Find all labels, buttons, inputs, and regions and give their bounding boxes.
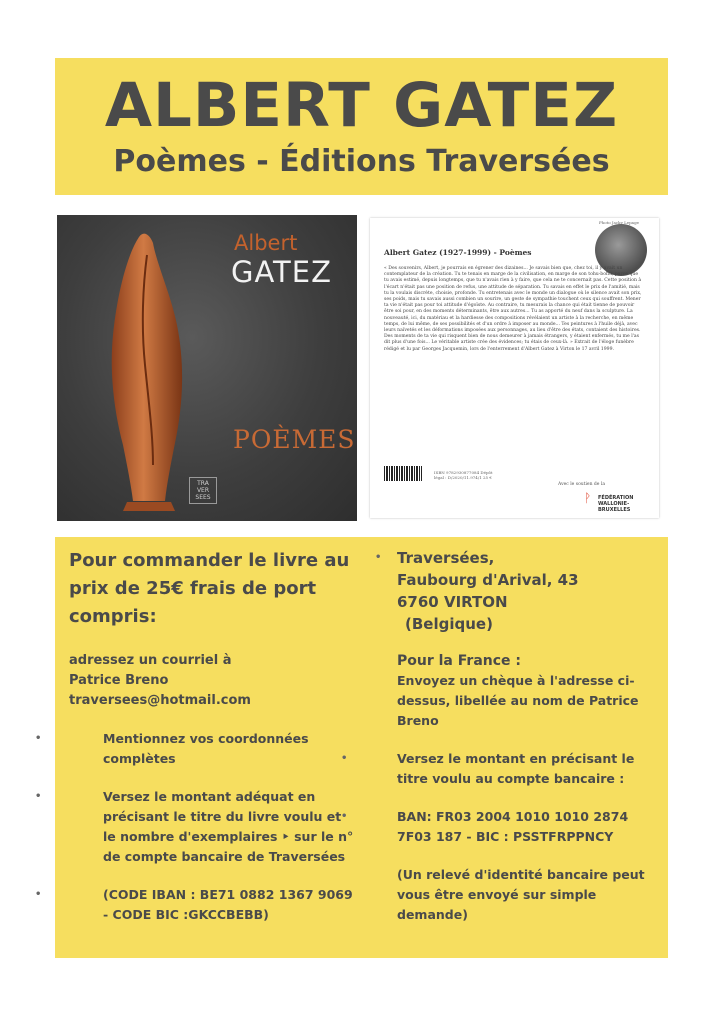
back-cover-image [370, 218, 659, 518]
isbn-info: ISBN 9782930877084 Dépôt légal : D/2020/11.974/1 25 € [434, 470, 493, 480]
cover-author-first: Albert [234, 231, 298, 255]
support-text: Avec le soutien de la [558, 482, 606, 487]
list-item: • Mentionnez vos coordonnées complètes [35, 731, 309, 766]
cover-book-title: POÈMES [233, 425, 356, 454]
back-cover-text: « Des souvenirs, Albert, je pourrais en égrener des dizaines... Je savais bien que, chez toi, il y avait un contemplateur de la création. Tu te tenais en marge de la civilisation, en marge de son tohu-bohu, parce que tu avais estimé, depuis longtemps, que tu n'avais rien à y faire, que cela ne te concernait pas. Cette position à l'écart n'était pas une position de refus, une attitude de séparation. Tu savais en effet le prix de l'amitié, mais tu la voulais discrète, choisie, profonde. Tu entretenais avec le monde un dialogue où le silence avait son prix, ses poids, mais tu savais aussi combien un sourire, un geste de sympathie touchent ceux qui souffrent. Mener ta vie n'était pas pour toi attitude d'égoïste. Au contraire, tu mesurais la chance qui était tienne de pouvoir être soi pour, en des moments déterminants, être aux autres... Tu as apporté du neuf dans la sculpture. La nouveauté, ici, du matériau et la hardiesse des compositions révélaient un artiste à la recherche, en même temps, de lui même, de ses possibilités et d'un ordre à imposer au monde... Tes peintures à l'huile déjà, avec leurs naïvetés et les déformations imposées aux personnages, au lieu d'être des états, contaient des histoires. Des moments de ta vie qui risquent bien de nous demeurer à jamais étrangers, y étaient enfermés, tu me l'as dit plus d'une fois... Le véritable artiste crée des évidences; tu étais de ceux-là. » Extrait de l'éloge funèbre rédigé et lu par Georges Jacquemin, lors de l'enterrement d'Albert Gatez à Virton le 17 avril 1999. [384, 266, 642, 352]
france-text: Envoyez un chèque à l'adresse ci-dessus, libellée au nom de Patrice Breno [397, 673, 639, 728]
list-item: • Versez le montant adéquat en précisant le titre du livre voulu et le nombre d'exemplaires ‣ sur le n° de compte bancaire de Traversées [35, 789, 354, 864]
page-subtitle: Poèmes - Éditions Traversées [113, 144, 610, 179]
federation-name: FÉDÉRATION WALLONIE-BRUXELLES [598, 495, 634, 513]
list-item: • (CODE IBAN : BE71 0882 1367 9069 - CODE BIC :GKCCBEBB) [35, 887, 353, 922]
list-item: • BAN: FR03 2004 1010 1010 2874 7F03 187 - BIC : PSSTFRPPNCY [341, 809, 629, 844]
front-cover-image [57, 215, 357, 521]
back-cover-title: Albert Gatez (1927-1999) - Poèmes [384, 248, 532, 257]
email-line-2: Patrice Breno traversees@hotmail.com [69, 673, 251, 708]
email-line-1: adressez un courriel à [69, 653, 232, 668]
bullet-icon: • [375, 552, 382, 563]
address-line-1: Traversées, [397, 549, 495, 567]
address-column [341, 547, 660, 925]
order-title: Pour commander le livre au prix de 25€ frais de port compris: [69, 550, 350, 627]
federation-logo-icon: ᚹ [584, 491, 592, 505]
address-line-3: 6760 VIRTON [397, 593, 508, 611]
address-line-4: (Belgique) [405, 615, 493, 633]
bullet-icon: • [341, 811, 348, 822]
france-title: Pour la France : [397, 653, 521, 669]
address-line-2: Faubourg d'Arival, 43 [397, 571, 579, 589]
list-item: • Versez le montant en précisant le titre voulu au compte bancaire : [341, 751, 635, 786]
bullet-icon: • [35, 791, 42, 802]
photo-credit: Photo Jacky Lepage [598, 220, 639, 225]
address-block [375, 547, 660, 635]
page-title: ALBERT GATEZ [104, 70, 619, 141]
bullet-icon: • [341, 753, 348, 764]
bullet-icon: • [35, 733, 42, 744]
cover-author-last: GATEZ [231, 255, 332, 289]
order-info-box [35, 537, 668, 958]
barcode [384, 466, 422, 481]
order-steps [35, 729, 354, 925]
france-note: (Un relevé d'identité bancaire peut vous être envoyé sur simple demande) [397, 867, 645, 922]
france-steps [341, 749, 660, 847]
title-banner [55, 58, 668, 195]
order-column [35, 547, 354, 925]
email-instruction [69, 651, 354, 711]
bullet-icon: • [35, 889, 42, 900]
publisher-logo: TRA VER SEES [189, 477, 217, 504]
